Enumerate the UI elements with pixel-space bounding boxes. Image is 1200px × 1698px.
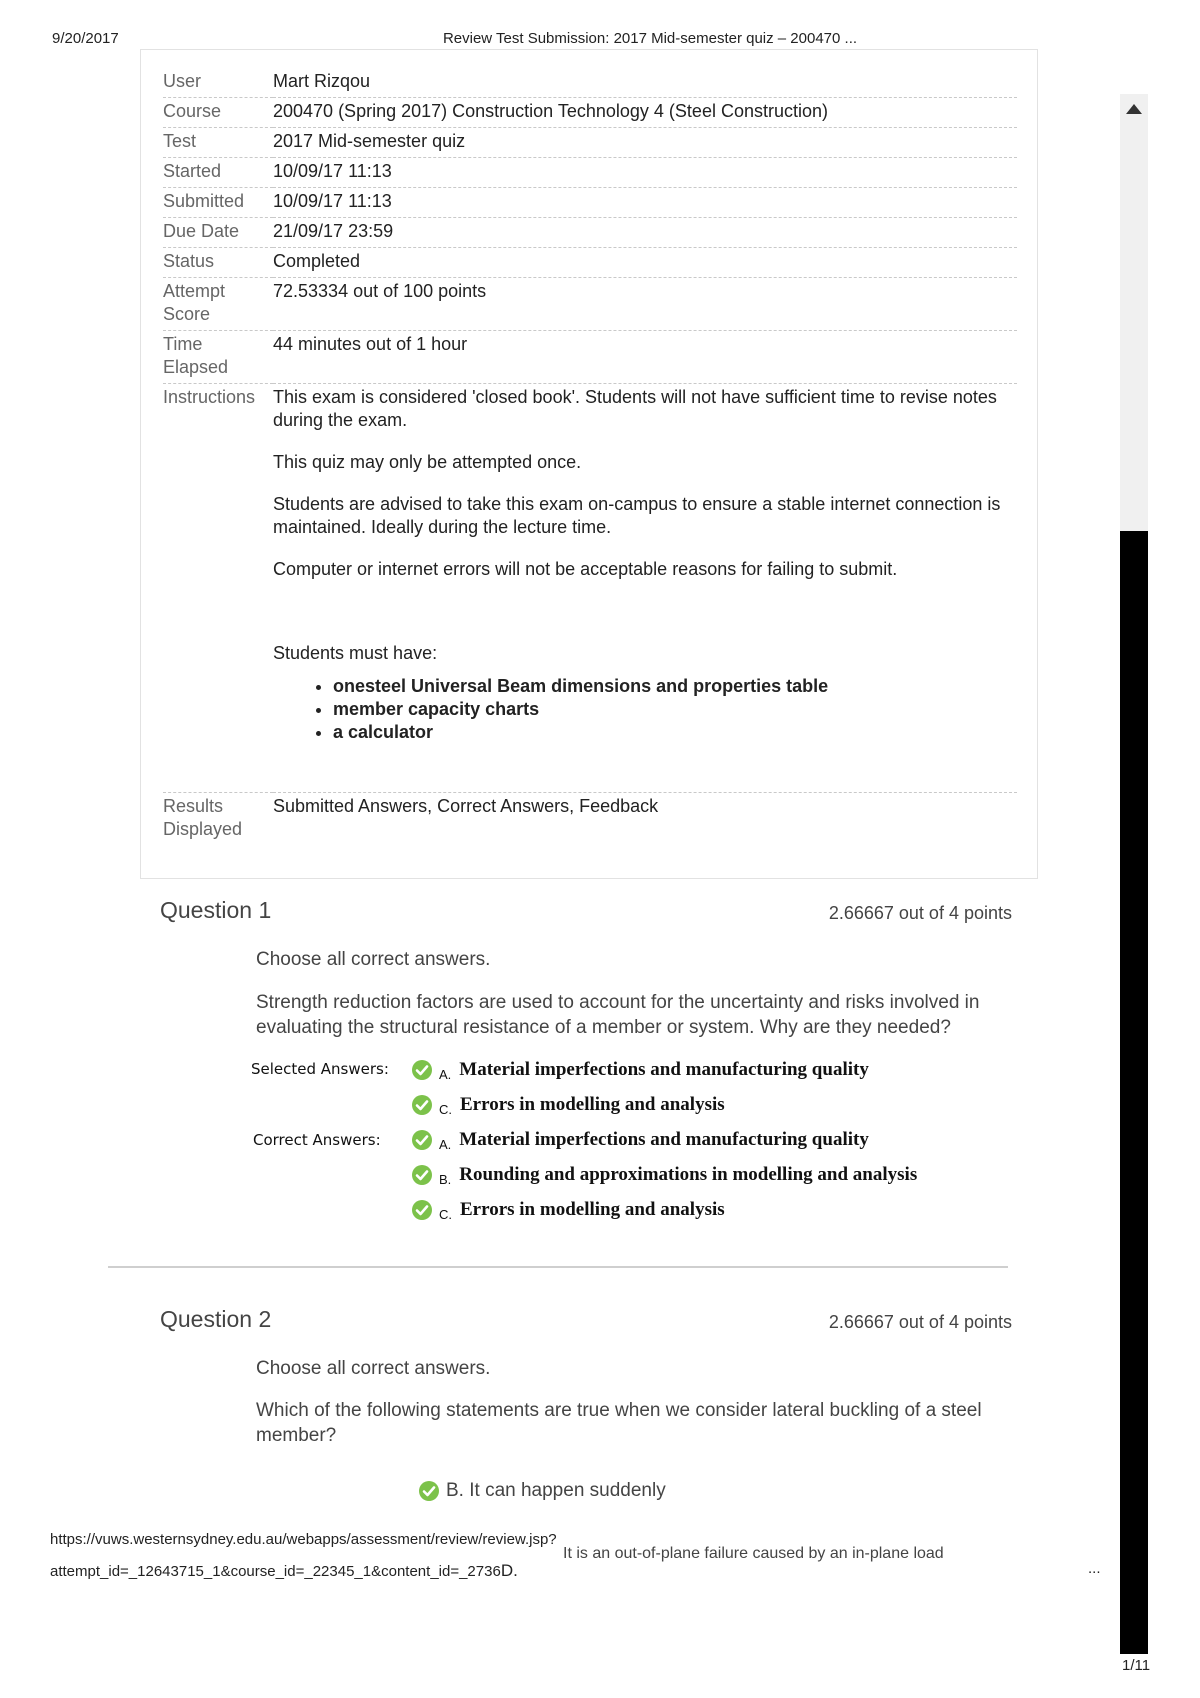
answer-d-letter: D. <box>500 1561 518 1580</box>
submission-info-panel <box>140 49 1038 879</box>
instruction-paragraph: Computer or internet errors will not be acceptable reasons for failing to submit. <box>273 559 898 579</box>
correct-answer-c <box>411 1197 725 1223</box>
submitted-value: 10/09/17 11:13 <box>273 188 1017 218</box>
instruction-paragraph: This exam is considered 'closed book'. Students will not have sufficient time to revise notes during the exam. <box>273 387 997 430</box>
due-date-value: 21/09/17 23:59 <box>273 218 1017 248</box>
info-row-user <box>163 68 1017 98</box>
question-1-points: 2.66667 out of 4 points <box>828 903 1012 923</box>
question-1-prompt: Choose all correct answers. <box>256 949 491 970</box>
due-date-label: Due Date <box>163 218 273 248</box>
answer-letter: B. <box>439 1171 452 1187</box>
answer-text: Material imperfections and manufacturing quality <box>459 1129 869 1150</box>
attempt-score-label <box>163 278 273 331</box>
info-row-time-elapsed <box>163 331 1017 384</box>
time-elapsed-label <box>163 331 273 384</box>
question-2-answer-b <box>418 1478 666 1504</box>
attempt-score-value: 72.53334 out of 100 points <box>273 278 1017 331</box>
info-row-results-displayed <box>163 793 1017 846</box>
status-label: Status <box>163 248 273 278</box>
info-row-due-date <box>163 218 1017 248</box>
answer-letter: C. <box>439 1101 452 1117</box>
results-label-line-2: Displayed <box>163 819 243 839</box>
question-2-text: Which of the following statements are true when we consider lateral buckling of a steel member? <box>256 1400 982 1446</box>
check-icon <box>411 1164 433 1186</box>
answer-text: B. It can happen suddenly <box>446 1480 666 1501</box>
correct-answer-b <box>411 1162 917 1188</box>
info-row-status <box>163 248 1017 278</box>
answer-text: Errors in modelling and analysis <box>460 1199 725 1220</box>
results-displayed-label <box>163 793 273 846</box>
submission-info-table <box>163 68 1017 845</box>
instruction-paragraph: Students are advised to take this exam on-campus to ensure a stable internet connection is maintained. Ideally during the lecture time. <box>273 494 1001 537</box>
info-row-attempt-score <box>163 278 1017 331</box>
question-2-points: 2.66667 out of 4 points <box>828 1312 1012 1332</box>
time-elapsed-label-line-2: Elapsed <box>163 357 229 377</box>
course-value: 200470 (Spring 2017) Construction Technology 4 (Steel Construction) <box>273 98 1017 128</box>
info-row-course <box>163 98 1017 128</box>
check-icon <box>411 1094 433 1116</box>
list-item: • a calculator <box>333 721 1017 744</box>
question-2-title: Question 2 <box>160 1306 272 1332</box>
list-item: • onesteel Universal Beam dimensions and properties table <box>333 675 1017 698</box>
selected-answer-a <box>411 1057 869 1083</box>
check-icon <box>411 1059 433 1081</box>
scrollbar-thumb[interactable] <box>1120 531 1148 1654</box>
question-1-title: Question 1 <box>160 897 272 923</box>
answer-letter: A. <box>439 1136 452 1152</box>
check-icon <box>411 1199 433 1221</box>
check-icon <box>418 1480 440 1502</box>
answer-text: Errors in modelling and analysis <box>460 1094 725 1115</box>
user-label: User <box>163 68 273 98</box>
instructions-label: Instructions <box>163 384 273 793</box>
results-displayed-value: Submitted Answers, Correct Answers, Feedback <box>273 796 659 816</box>
test-value: 2017 Mid-semester quiz <box>273 128 1017 158</box>
results-label-line-1: Results <box>163 796 224 816</box>
must-have-heading: Students must have: <box>273 643 438 663</box>
info-row-test <box>163 128 1017 158</box>
question-divider <box>108 1266 1008 1268</box>
print-title: Review Test Submission: 2017 Mid-semester quiz – 200470 ... <box>442 30 858 47</box>
instruction-spacer-bottom <box>273 744 1017 788</box>
must-have-list <box>273 675 1017 744</box>
answer-letter: C. <box>439 1206 452 1222</box>
started-label: Started <box>163 158 273 188</box>
selected-answer-c <box>411 1092 725 1118</box>
footer-ellipsis: ... <box>1088 1560 1101 1577</box>
instructions-value <box>273 384 1017 793</box>
correct-answers-label: Correct Answers: <box>253 1131 381 1149</box>
selected-answers-label: Selected Answers: <box>251 1060 389 1078</box>
page-number: 1/11 <box>1122 1657 1151 1674</box>
footer-url-text: attempt_id=_12643715_1&course_id=_22345_1&content_id=_2736 <box>50 1563 501 1580</box>
attempt-score-label-line-1: Attempt <box>163 281 226 301</box>
info-row-started <box>163 158 1017 188</box>
correct-answer-a <box>411 1127 869 1153</box>
question-2-answer-d-text: It is an out-of-plane failure caused by an in-plane load <box>563 1545 944 1562</box>
course-label: Course <box>163 98 273 128</box>
footer-url-line-1: https://vuws.westernsydney.edu.au/webapps/assessment/review/review.jsp? <box>50 1531 557 1548</box>
print-date: 9/20/2017 <box>52 30 119 47</box>
answer-text: Material imperfections and manufacturing quality <box>459 1059 869 1080</box>
info-row-submitted <box>163 188 1017 218</box>
submitted-label: Submitted <box>163 188 273 218</box>
list-item: • member capacity charts <box>333 698 1017 721</box>
question-2-prompt: Choose all correct answers. <box>256 1358 491 1379</box>
test-label: Test <box>163 128 273 158</box>
answer-letter: A. <box>439 1066 452 1082</box>
scroll-up-arrow-icon[interactable] <box>1126 104 1142 114</box>
instruction-spacer <box>273 600 1017 642</box>
status-value: Completed <box>273 248 1017 278</box>
attempt-score-label-line-2: Score <box>163 304 211 324</box>
info-row-instructions <box>163 384 1017 793</box>
instruction-paragraph: This quiz may only be attempted once. <box>273 452 582 472</box>
footer-url-line-2 <box>50 1561 518 1581</box>
scrollbar[interactable] <box>1120 94 1148 1654</box>
question-1-text: Strength reduction factors are used to account for the uncertainty and risks involved in evaluating the structural resistance of a member or system. Why are they needed? <box>256 992 980 1038</box>
time-elapsed-value: 44 minutes out of 1 hour <box>273 331 1017 384</box>
answer-text: Rounding and approximations in modelling and analysis <box>459 1164 918 1185</box>
time-elapsed-label-line-1: Time <box>163 334 203 354</box>
check-icon <box>411 1129 433 1151</box>
user-value: Mart Rizqou <box>273 68 1017 98</box>
started-value: 10/09/17 11:13 <box>273 158 1017 188</box>
